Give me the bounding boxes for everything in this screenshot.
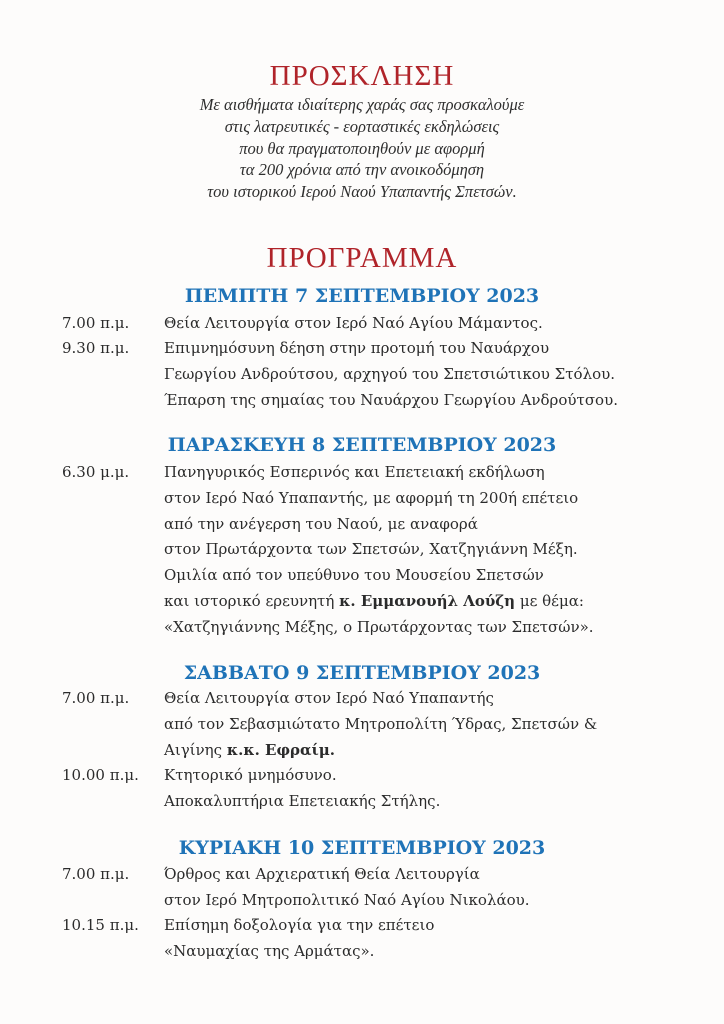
event-line: Αποκαλυπτήρια Επετειακής Στήλης. [164,791,441,810]
event-time: 7.00 π.μ. [62,865,130,883]
event-line: στον Ιερό Ναό Υπαπαντής, με αφορμή τη 200ή επέτειο [164,488,579,507]
event-line: από την ανέγερση του Ναού, με αναφορά [164,514,478,533]
event-time: 10.00 π.μ. [62,766,139,784]
speaker-suffix: με θέμα: [519,591,584,610]
event-description [164,311,704,337]
event-line [164,738,704,764]
invitation-line: στις λατρευτικές - εορταστικές εκδηλώσεις [224,116,500,136]
invitation-line: τα 200 χρόνια από την ανοικοδόμηση [239,160,485,180]
event-line: Κτητορικό μνημόσυνο. [164,766,337,784]
event-line: Θεία Λειτουργία στον Ιερό Ναό Αγίου Μάμαντος. [164,314,543,332]
event-description [164,460,704,641]
event-time: 10.15 π.μ. [62,916,139,934]
invitation-line: που θα πραγματοποιηθούν με αφορμή [239,138,485,158]
event-description [164,862,704,914]
event-line: Γεωργίου Ανδρούτσου, αρχηγού του Σπετσιώτικου Στόλου. [164,364,616,383]
event-line: στον Ιερό Μητροπολιτικό Ναό Αγίου Νικολάου. [164,890,530,909]
invitation-text [0,94,724,203]
event-line: Επιμνημόσυνη δέηση στην προτομή του Ναυάρχου [164,339,550,357]
event-time: 7.00 π.μ. [62,689,130,707]
event-line: «Ναυμαχίας της Αρμάτας». [164,941,375,960]
invitation-title: ΠΡΟΣΚΛΗΣΗ [269,60,455,92]
speaker-name: κ. Εμμανουήλ Λούζη [339,591,516,610]
event-line: Θεία Λειτουργία στον Ιερό Ναό Υπαπαντής [164,689,494,707]
event-line: από τον Σεβασμιώτατο Μητροπολίτη Ύδρας, Σπετσών & [164,714,598,733]
day-heading: ΠΕΜΠΤΗ 7 ΣΕΠΤΕΜΒΡΙΟΥ 2023 [184,285,540,307]
event-description [164,913,704,965]
event-line: στον Πρωτάρχοντα των Σπετσών, Χατζηγιάννη Μέξη. [164,540,578,559]
event-description [164,686,704,763]
event-line [164,589,704,615]
event-line: «Χατζηγιάννης Μέξης, ο Πρωτάρχοντας των Σπετσών». [164,617,594,636]
event-time: 6.30 μ.μ. [62,463,130,481]
event-line: Όρθρος και Αρχιερατική Θεία Λειτουργία [164,865,480,883]
program-title: ΠΡΟΓΡΑΜΜΑ [266,242,458,274]
event-line: Έπαρση της σημαίας του Ναυάρχου Γεωργίου Ανδρούτσου. [164,390,618,409]
event-description [164,763,704,815]
event-line: Ομιλία από τον υπεύθυνο του Μουσείου Σπετσών [164,566,544,585]
day-heading: ΠΑΡΑΣΚΕΥΗ 8 ΣΕΠΤΕΜΒΡΙΟΥ 2023 [167,434,557,456]
event-line: Επίσημη δοξολογία για την επέτειο [164,916,435,934]
event-line-text: και ιστορικό ερευνητή [164,591,335,610]
event-time: 9.30 π.μ. [62,339,130,357]
day-heading: ΚΥΡΙΑΚΗ 10 ΣΕΠΤΕΜΒΡΙΟΥ 2023 [178,837,546,859]
event-line-text: Αιγίνης [164,740,223,759]
event-time: 7.00 π.μ. [62,314,130,332]
day-heading: ΣΑΒΒΑΤΟ 9 ΣΕΠΤΕΜΒΡΙΟΥ 2023 [183,662,541,684]
event-description [164,336,704,413]
invitation-line: Με αισθήματα ιδιαίτερης χαράς σας προσκαλούμε [199,95,525,114]
event-line: Πανηγυρικός Εσπερινός και Επετειακή εκδήλωση [164,463,545,481]
invitation-line: του ιστορικού Ιερού Ναού Υπαπαντής Σπετσών. [207,182,517,202]
celebrant-name: κ.κ. Εφραίμ. [226,740,335,759]
